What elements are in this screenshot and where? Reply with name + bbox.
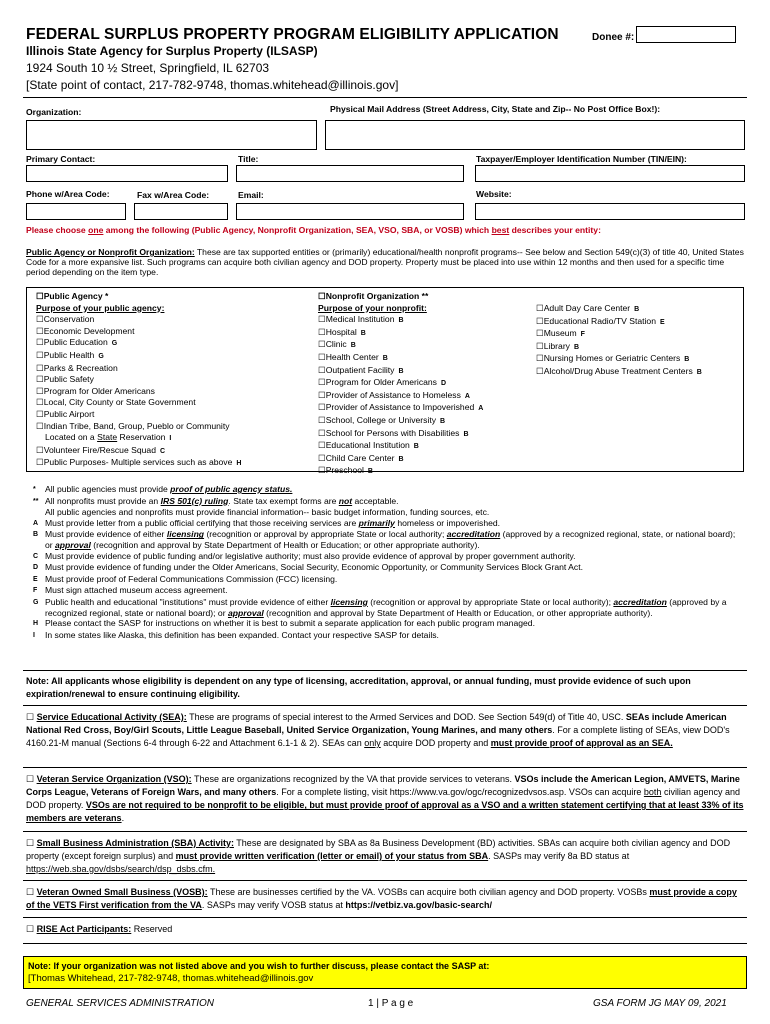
fax-label: Fax w/Area Code: xyxy=(137,190,210,200)
nonprofit-option-8[interactable]: ☐School, College or University B xyxy=(318,414,446,425)
footer-agency: GENERAL SERVICES ADMINISTRATION xyxy=(26,998,215,1009)
final-note-contact: [Thomas Whitehead, 217-782-9748, thomas.whitehead@illinois.gov xyxy=(28,973,314,984)
vosb-link[interactable]: https://vetbiz.va.gov/basic-search/ xyxy=(345,900,492,910)
website-field[interactable] xyxy=(475,203,745,220)
divider-sea xyxy=(23,767,747,768)
nonprofit-option-2[interactable]: ☐Clinic B xyxy=(318,339,356,350)
nonprofit-column xyxy=(318,291,483,478)
sba-link[interactable]: https://web.sba.gov/dsbs/search/dsp_dsbs.cfm. xyxy=(26,864,216,874)
agency-contact: [State point of contact, 217-782-9748, thomas.whitehead@illinois.gov] xyxy=(26,78,399,92)
mail-address-field[interactable] xyxy=(325,120,745,150)
eligibility-notes: * All public agencies must provide proof of public agency status. ** All nonprofits must provide an IRS 501(c) ruling. State tax exempt forms are not acceptable. All public agencies and nonprofits must provide financial information-- basic budget information, funding sources, etc. A Must provide letter from a public official certifying that those receiving services are primarily homeless or impoverished. B Must provide evidence of either licensing (recognition or approval by appropriate State or local authority; accreditation (approved by a recognized regional, state, or national board); or approval (recognition and approval by State Department of Health or Education; or other appropriate authority). C Must provide evidence of public funding and/or legislative authority; must also provide evidence of approval by proper government authority. D Must provide evidence of funding under the Older Americans, Social Security, Economic Opportunity, or Community Services Block Grant Act. E Must provide proof of Federal Communications Commission (FCC) licensing. F Must sign attached museum access agreement. G Public health and educational "institutions" must provide evidence of either licensing (recognition or approval by appropriate State or local authority); accreditation (approved by a recognized regional, state or national board); or approval (recognition and approval by State Department of Health or Education, or other appropriate authority). H Please contact the SASP for instructions on whether it is best to submit a separate application for each public program managed. I In some states like Alaska, this definition has been expanded. Contact your respective SASP for details. xyxy=(33,484,736,640)
nonprofit-option-0[interactable]: ☐Medical Institution B xyxy=(318,314,404,325)
final-note-line1: Note: If your organization was not listed above and you wish to further discuss, please contact the SASP at: xyxy=(28,961,490,971)
public-nonprofit-description: Public Agency or Nonprofit Organization: These are tax supported entities or (primarily) educational/health nonprofit programs-- See below and Section 549(c)(3) of title 40, United States Code for a more expansive list. Such programs can acquire both civilian agency and DOD property. Property must be placed into use within 12 months and then used for a specific time period depending on the item type. xyxy=(26,247,744,278)
donee-label: Donee #: xyxy=(592,32,635,43)
nonprofit-option-9[interactable]: ☐School for Persons with Disabilities B xyxy=(318,427,469,438)
public-agency-option-extra-0[interactable]: ☐Volunteer Fire/Rescue Squad C xyxy=(36,444,166,455)
rise-checkbox[interactable]: ☐ xyxy=(26,924,35,934)
public-agency-option-extra-1[interactable]: ☐Public Purposes- Multiple services such as above H xyxy=(36,457,242,468)
public-agency-option-0[interactable]: ☐Conservation xyxy=(36,314,95,325)
email-label: Email: xyxy=(238,190,264,200)
agency-name: Illinois State Agency for Surplus Property (ILSASP) xyxy=(26,44,318,58)
public-agency-option-6[interactable]: ☐Program for Older Americans xyxy=(36,385,155,396)
nonprofit-option-right-0[interactable]: ☐Adult Day Care Center B xyxy=(536,303,640,313)
public-agency-purpose-heading: Purpose of your public agency: xyxy=(36,302,165,313)
title-label: Title: xyxy=(238,154,259,164)
nonprofit-option-right-2[interactable]: ☐Museum F xyxy=(536,328,585,339)
nonprofit-option-11[interactable]: ☐Child Care Center B xyxy=(318,452,404,463)
rise-section: ☐ RISE Act Participants: Reserved xyxy=(26,924,173,934)
entity-instruction: Please choose one among the following (Public Agency, Nonprofit Organization, SEA, VSO, SBA, or VOSB) which best describes your entity: xyxy=(26,225,601,235)
public-agency-option-9[interactable]: ☐Indian Tribe, Band, Group, Pueblo or Community xyxy=(36,420,230,431)
vosb-checkbox[interactable]: ☐ xyxy=(26,887,35,897)
nonprofit-option-6[interactable]: ☐Provider of Assistance to Homeless A xyxy=(318,389,470,400)
fax-field[interactable] xyxy=(134,203,228,220)
vosb-section: ☐ Veteran Owned Small Business (VOSB): These are businesses certified by the VA. VOSBs can acquire both civilian agency and DOD property. VOSBs must provide a copy of the VETS First verification from the VA. SASPs may verify VOSB status at https://vetbiz.va.gov/basic-search/ xyxy=(26,887,737,910)
title-field[interactable] xyxy=(236,165,464,182)
phone-field[interactable] xyxy=(26,203,126,220)
sea-checkbox[interactable]: ☐ xyxy=(26,712,35,722)
general-note: Note: All applicants whose eligibility is dependent on any type of licensing, accreditation, approval, or annual funding, must provide evidence of such upon expiration/renewal to ensure continuing eligibility. xyxy=(26,676,691,699)
email-field[interactable] xyxy=(236,203,464,220)
reservation-line: Located on a State Reservation I xyxy=(45,432,172,443)
phone-label: Phone w/Area Code: xyxy=(26,189,110,199)
mail-address-label: Physical Mail Address (Street Address, City, State and Zip-- No Post Office Box!): xyxy=(330,104,661,114)
website-label: Website: xyxy=(476,189,512,199)
divider-vso xyxy=(23,831,747,832)
public-agency-option-7[interactable]: ☐Local, City County or State Government xyxy=(36,397,196,408)
general-note-divider xyxy=(23,670,747,671)
public-agency-option-4[interactable]: ☐Parks & Recreation xyxy=(36,362,118,373)
nonprofit-option-3[interactable]: ☐Health Center B xyxy=(318,351,388,362)
footer-page: 1 | P a g e xyxy=(368,998,414,1009)
divider-vosb xyxy=(23,917,747,918)
nonprofit-option-10[interactable]: ☐Educational Institution B xyxy=(318,440,419,451)
form-title: FEDERAL SURPLUS PROPERTY PROGRAM ELIGIBILITY APPLICATION xyxy=(26,26,559,43)
nonprofit-checkbox[interactable]: ☐Nonprofit Organization ** xyxy=(318,291,429,301)
nonprofit-option-5[interactable]: ☐Program for Older Americans D xyxy=(318,377,447,388)
organization-label: Organization: xyxy=(26,107,82,117)
divider-sba xyxy=(23,880,747,881)
nonprofit-option-right-1[interactable]: ☐Educational Radio/TV Station E xyxy=(536,315,665,326)
nonprofit-right-column xyxy=(536,303,702,379)
nonprofit-option-12[interactable]: ☐Preschool B xyxy=(318,465,373,476)
public-agency-option-3[interactable]: ☐Public Health G xyxy=(36,349,104,360)
nonprofit-option-right-3[interactable]: ☐Library B xyxy=(536,340,580,351)
agency-address: 1924 South 10 ½ Street, Springfield, IL 62703 xyxy=(26,61,270,75)
organization-field[interactable] xyxy=(26,120,317,150)
tin-field[interactable] xyxy=(475,165,745,182)
sea-section: ☐ Service Educational Activity (SEA): These are programs of special interest to the Armed Services and DOD. See Section 549(d) of Title 40, USC. SEAs include American National Red Cross, Boy/Girl Scouts, Little League Baseball, United Service Organization, Young Marines, and many others. For a complete listing of SEAs, view DOD's 4160.21-M manual (Sections 6-4 through 6-22 and Attachment 6.1-1 & 2). SEAs can only acquire DOD property and must provide proof of approval as an SEA. xyxy=(26,712,730,748)
public-agency-option-8[interactable]: ☐Public Airport xyxy=(36,408,95,419)
nonprofit-purpose-heading: Purpose of your nonprofit: xyxy=(318,302,427,313)
public-agency-option-2[interactable]: ☐Public Education G xyxy=(36,337,118,348)
public-agency-column xyxy=(36,291,241,470)
public-agency-option-5[interactable]: ☐Public Safety xyxy=(36,374,94,385)
divider-rise xyxy=(23,943,747,944)
vso-checkbox[interactable]: ☐ xyxy=(26,774,35,784)
public-agency-checkbox[interactable]: ☐Public Agency * xyxy=(36,291,109,301)
nonprofit-option-right-4[interactable]: ☐Nursing Homes or Geriatric Centers B xyxy=(536,353,690,364)
header-divider xyxy=(23,97,747,98)
nonprofit-option-7[interactable]: ☐Provider of Assistance to Impoverished A xyxy=(318,402,484,413)
sba-section: ☐ Small Business Administration (SBA) Activity: These are designated by SBA as 8a Business Development (BD) activities. SBAs can acquire both civilian agency and DOD property (except foreign surplus) and must provide written verification (letter or email) of your status from SBA. SASPs may verify 8a BD status at https://web.sba.gov/dsbs/search/dsp_dsbs.cfm. xyxy=(26,838,731,874)
donee-number-field[interactable] xyxy=(636,26,736,43)
final-note-box xyxy=(23,956,747,989)
sba-checkbox[interactable]: ☐ xyxy=(26,838,35,848)
general-note-divider-bottom xyxy=(23,705,747,706)
nonprofit-option-1[interactable]: ☐Hospital B xyxy=(318,326,366,337)
tin-label: Taxpayer/Employer Identification Number (TIN/EIN): xyxy=(476,154,687,164)
nonprofit-option-right-5[interactable]: ☐Alcohol/Drug Abuse Treatment Centers B xyxy=(536,365,702,376)
public-agency-option-1[interactable]: ☐Economic Development xyxy=(36,325,135,336)
nonprofit-option-4[interactable]: ☐Outpatient Facility B xyxy=(318,364,404,375)
primary-contact-field[interactable] xyxy=(26,165,228,182)
footer-form: GSA FORM JG MAY 09, 2021 xyxy=(593,998,727,1009)
primary-contact-label: Primary Contact: xyxy=(26,154,96,164)
vso-section: ☐ Veteran Service Organization (VSO): These are organizations recognized by the VA that provide services to veterans. VSOs include the American Legion, AMVETS, Marine Corps League, Veterans of Foreign Wars, and many others. For a complete listing, visit https://www.va.gov/ogc/recognizedvsos.asp. VSOs can acquire both civilian agency and DOD property. VSOs are not required to be nonprofit to be eligible, but must provide proof of approval as a VSO and a written statement certifying that at least 33% of its members are veterans. xyxy=(26,774,744,823)
